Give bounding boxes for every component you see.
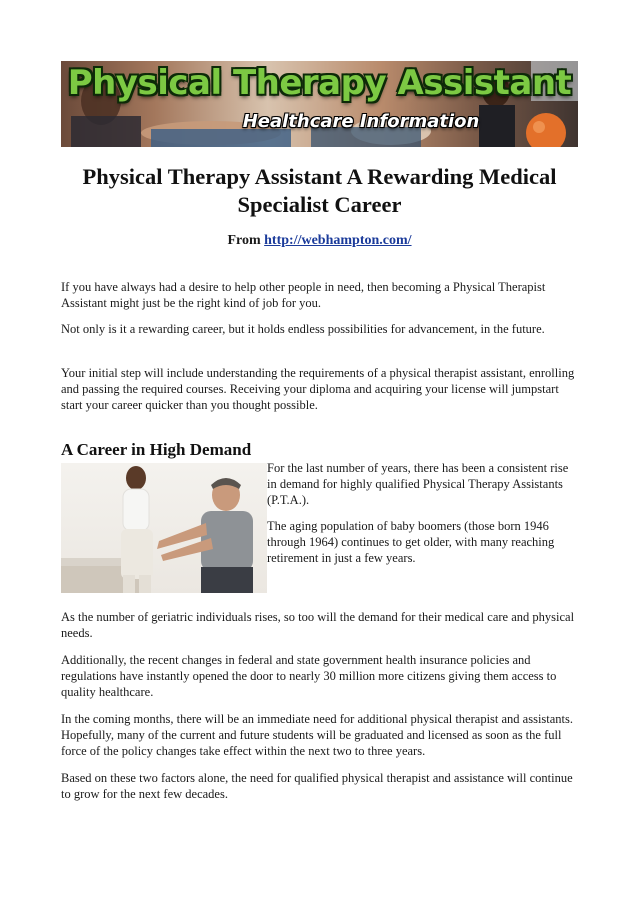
banner-image bbox=[61, 61, 578, 147]
side-paragraph-demand: For the last number of years, there has been a consistent rise in demand for highly qualified Physical Therapy Assistants (P.T.A.). bbox=[267, 461, 569, 507]
therapy-photo bbox=[61, 463, 267, 593]
paragraph-initial-step: Your initial step will include understanding the requirements of a physical therapist assistant, enrolling and passing the required courses. Receiving your diploma and acquiring your license will jumpstart start your career quicker than you thought possible. bbox=[61, 366, 575, 412]
paragraph-two-factors: Based on these two factors alone, the need for qualified physical therapist and assistance will continue to grow for the next few decades. bbox=[61, 771, 573, 801]
banner-subtitle: Healthcare Information bbox=[242, 111, 480, 132]
paragraph-rewarding: Not only is it a rewarding career, but it holds endless possibilities for advancement, in the future. bbox=[61, 322, 545, 336]
paragraph-intro: If you have always had a desire to help other people in need, then becoming a Physical Therapist Assistant might just be the right kind of job for you. bbox=[61, 280, 546, 310]
side-paragraph-baby-boomers: The aging population of baby boomers (those born 1946 through 1964) continues to get older, with many reaching retirement in just a few years. bbox=[267, 519, 555, 565]
paragraph-policy-changes: Additionally, the recent changes in federal and state government health insurance policies and regulations have instantly opened the door to nearly 30 million more citizens giving them access to quality healthcare. bbox=[61, 653, 557, 699]
therapy-photo-illustration bbox=[61, 463, 267, 593]
paragraph-geriatric: As the number of geriatric individuals rises, so too will the demand for their medical care and physical needs. bbox=[61, 610, 575, 640]
source-line bbox=[61, 232, 578, 250]
page-title: Physical Therapy Assistant A Rewarding Medical Specialist Career bbox=[82, 164, 557, 217]
source-link[interactable]: http://webhampton.com/ bbox=[264, 233, 412, 248]
banner-title: Physical Therapy Assistant bbox=[67, 63, 572, 103]
section-heading: A Career in High Demand bbox=[61, 440, 252, 459]
from-label: From bbox=[227, 233, 261, 248]
paragraph-coming-months: In the coming months, there will be an immediate need for additional physical therapist and assistants. Hopefully, many of the current and future students will be graduated and licensed as soon as the full force of the policy changes take effect within the next two to three years. bbox=[61, 712, 574, 758]
